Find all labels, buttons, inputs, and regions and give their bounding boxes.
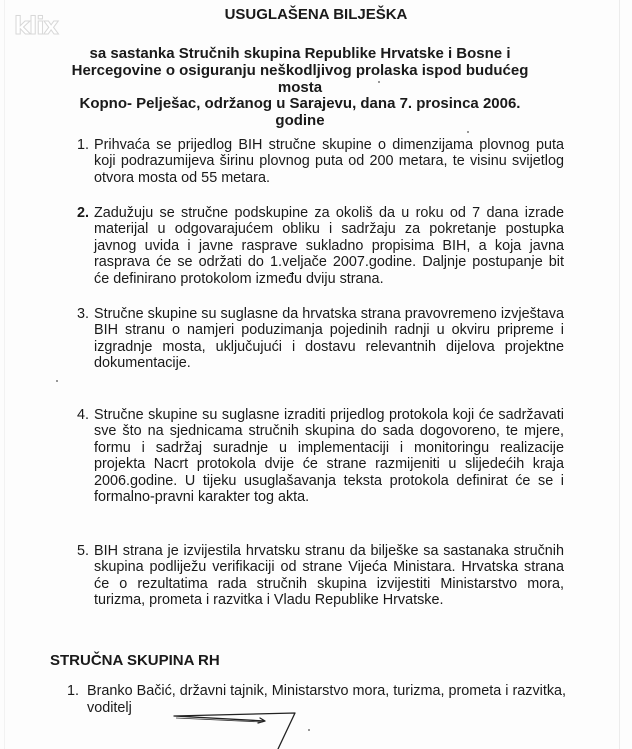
item-text: Stručne skupine su suglasne da hrvatska strana pravovremeno izvještava BIH stranu o namjeri poduzimanja pojedinih radnji u okviru pripreme i izgradnje mosta, uključujući i dostavu relevantnih dijelova projektne dokumentacije. (94, 306, 564, 372)
section-heading: STRUČNA SKUPINA RH (50, 652, 220, 669)
conclusion-item (77, 407, 564, 505)
item-text: Zadužuju se stručne podskupine za okoliš da u roku od 7 dana izrade materijal u odgovarajućem obliku i sadržaju za pokretanje postupka javnog uvida i javne rasprave sukladno propisima BIH, a koja javna rasprava će se održati do 1.veljače 2007.godine. Daljnje postupanje bit će definirano protokolom između dviju strana. (94, 205, 564, 287)
document-title: USUGLAŠENA BILJEŠKA (224, 6, 408, 23)
item-number: 5. (77, 543, 90, 559)
item-number: 4. (77, 407, 90, 423)
item-number: 1. (77, 137, 90, 153)
item-number: 2. (77, 205, 90, 221)
members-list (67, 683, 567, 717)
conclusion-item (77, 543, 564, 609)
document-subtitle (70, 46, 530, 130)
subtitle-line: Hercegovine o osiguranju neškodljivog prolaska ispod budućeg (71, 61, 529, 79)
scan-speck (56, 380, 58, 382)
scan-edge-right (619, 0, 620, 749)
conclusion-item (77, 306, 564, 372)
item-number: 3. (77, 306, 90, 322)
member-text: Branko Bačić, državni tajnik, Ministarstvo mora, turizma, prometa i razvitka, voditelj (87, 683, 567, 716)
member-number: 1. (67, 683, 80, 699)
klix-watermark-logo: klix (14, 12, 58, 40)
scan-speck (308, 729, 310, 731)
conclusion-item (77, 137, 564, 186)
item-text: Stručne skupine su suglasne izraditi prijedlog protokola koji će sadržavati sve što na sjednicama stručnih skupina do sada dogovoreno, te mjere, formu i sadržaj suradnje u implementaciji i monitoringu realizacije projekta Nacrt protokola dvije će strane razmijeniti u slijedećih kraja 2006.godine. U tijeku usuglašavanja teksta protokola definirat će se i formalno-pravni karakter tog akta. (94, 407, 564, 506)
item-text: BIH strana je izvijestila hrvatsku stranu da bilješke sa sastanaka stručnih skupina podliježu verifikaciji od strane Vijeća Ministara. Hrvatska strana će o rezultatima rada stručnih skupina izvijestiti Ministarstvo mora, turizma, prometa i razvitka i Vladu Republike Hrvatske. (94, 543, 564, 609)
scan-edge-left (4, 0, 5, 749)
scan-speck (378, 81, 380, 83)
item-text: Prihvaća se prijedlog BIH stručne skupine o dimenzijama plovnog puta koji podrazumijeva širinu plovnog puta od 200 metara, te visinu svijetlog otvora mosta od 55 metara. (94, 137, 564, 186)
conclusion-item (77, 205, 564, 287)
subtitle-line: Kopno- Pelješac, održanog u Sarajevu, dana 7. prosinca 2006. (79, 95, 521, 113)
subtitle-line: sa sastanka Stručnih skupina Republike Hrvatske i Bosne i (89, 45, 511, 62)
subtitle-line: godine (275, 112, 325, 130)
subtitle-line: mosta (277, 78, 323, 96)
member-item (67, 683, 567, 717)
scan-speck (467, 131, 469, 133)
handwritten-signature (170, 712, 310, 749)
